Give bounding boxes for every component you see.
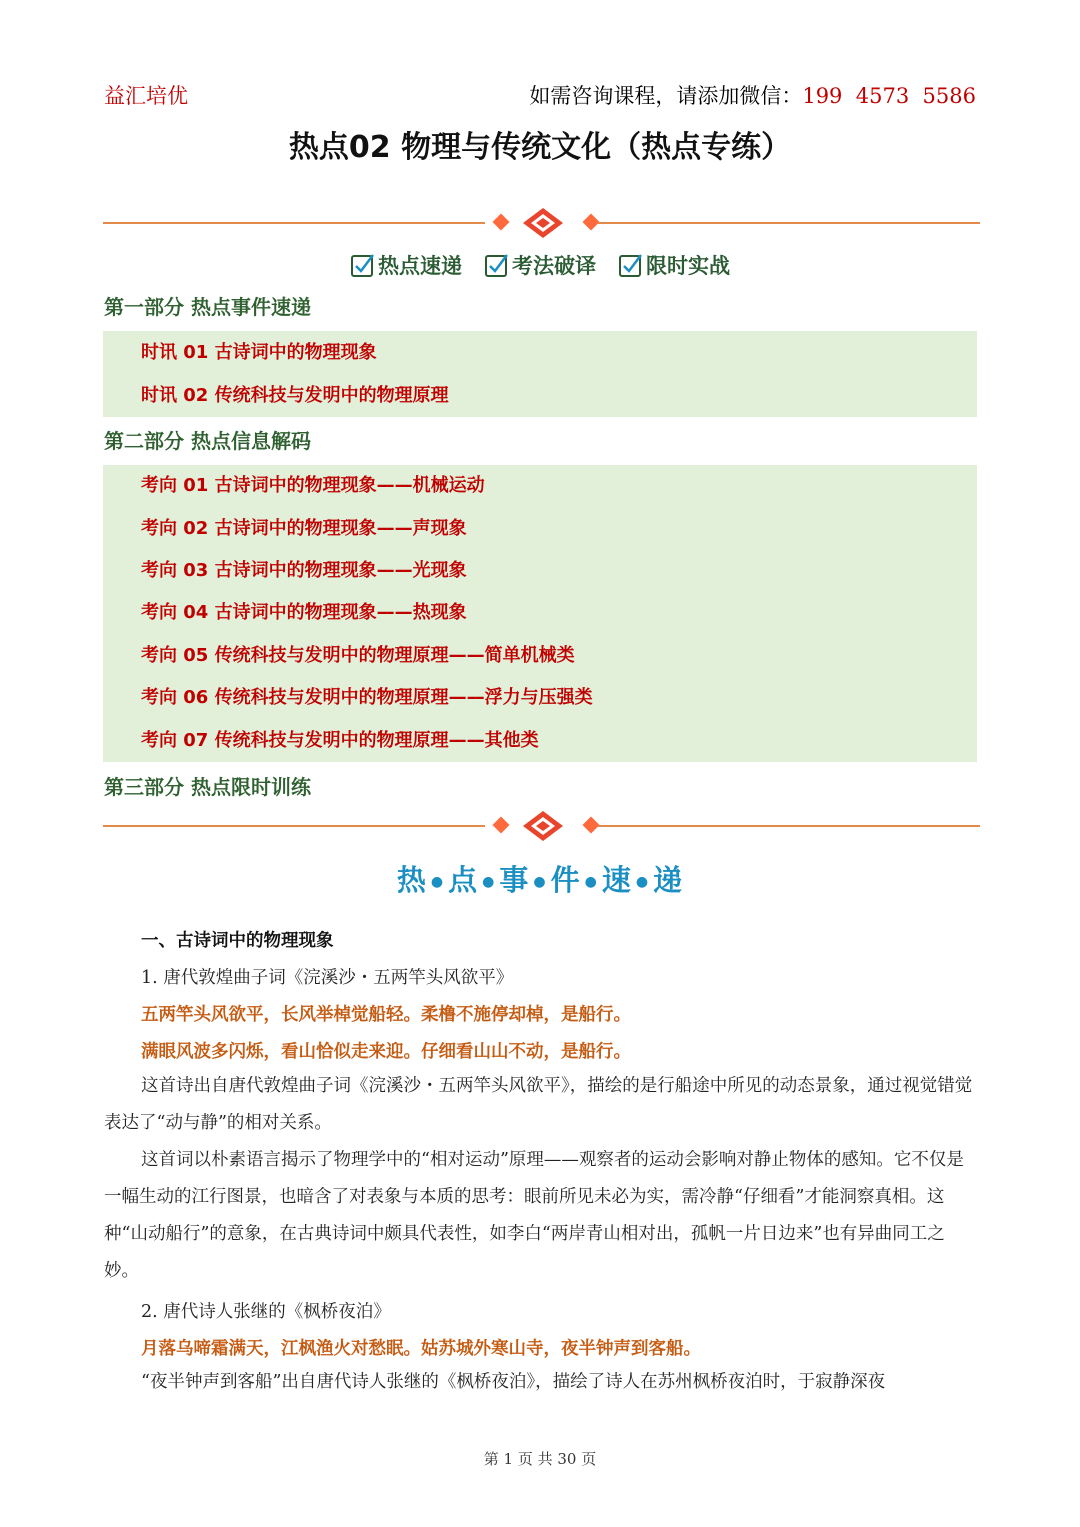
poem-line: 月落乌啼霜满天，江枫渔火对愁眠。姑苏城外寒山寺，夜半钟声到客船。	[141, 1339, 701, 1359]
ornament-divider-bottom	[103, 811, 980, 841]
toc-item: 考向 05 传统科技与发明中的物理原理——简单机械类	[141, 645, 575, 666]
part2-box	[103, 465, 977, 762]
badge-hot-delivery: 热点速递	[350, 250, 462, 280]
page-footer: 第 1 页 共 30 页	[483, 1450, 597, 1468]
paragraph: “夜半钟声到客船”出自唐代诗人张继的《枫桥夜泊》，描绘了诗人在苏州枫桥夜泊时，于寂静深夜	[141, 1372, 886, 1392]
toc-item: 时讯 02 传统科技与发明中的物理原理	[141, 385, 449, 406]
toc-item: 考向 01 古诗词中的物理现象——机械运动	[141, 475, 485, 496]
badge-method-decode: 考法破译	[484, 250, 596, 280]
diamond-ornament-icon	[523, 208, 563, 238]
section-heading: 一、古诗词中的物理现象	[141, 931, 334, 951]
part1-heading: 第一部分 热点事件速递	[104, 295, 311, 319]
toc-item: 考向 02 古诗词中的物理现象——声现象	[141, 518, 467, 539]
contact-number: 199 4573 5586	[802, 84, 976, 108]
diamond-ornament-icon	[523, 811, 563, 841]
badge-row	[0, 250, 1080, 280]
poem-line: 五两竿头风欲平，长风举棹觉船轻。柔橹不施停却棹，是船行。	[141, 1005, 631, 1025]
item-title: 1. 唐代敦煌曲子词《浣溪沙・五两竿头风欲平》	[141, 968, 514, 988]
part3-heading: 第三部分 热点限时训练	[104, 775, 311, 799]
hot-events-title: 热 ● 点 ● 事 ● 件 ● 速 ● 递	[396, 863, 684, 897]
contact-label: 如需咨询课程，请添加微信：	[529, 84, 803, 108]
brand-name: 益汇培优	[104, 84, 188, 108]
checkbox-icon	[484, 252, 510, 278]
poem-line: 满眼风波多闪烁，看山恰似走来迎。仔细看山山不动，是船行。	[141, 1042, 631, 1062]
toc-item: 考向 07 传统科技与发明中的物理原理——其他类	[141, 730, 539, 751]
toc-item: 考向 03 古诗词中的物理现象——光现象	[141, 560, 467, 581]
document-title: 热点02 物理与传统文化（热点专练）	[288, 130, 792, 165]
toc-item: 考向 06 传统科技与发明中的物理原理——浮力与压强类	[141, 687, 593, 708]
checkbox-icon	[618, 252, 644, 278]
toc-item: 考向 04 古诗词中的物理现象——热现象	[141, 602, 467, 623]
checkbox-icon	[350, 252, 376, 278]
paragraph: 这首词以朴素语言揭示了物理学中的“相对运动”原理——观察者的运动会影响对静止物体的感知。它不仅是一幅生动的江行图景，也暗含了对表象与本质的思考：眼前所见未必为实，需冷静“仔细看”才能洞察真相。这种“山动船行”的意象，在古典诗词中颇具代表性，如李白“两岸青山相对出，孤帆一片日边来”也有异曲同工之妙。	[104, 1150, 964, 1281]
paragraph: 这首诗出自唐代敦煌曲子词《浣溪沙・五两竿头风欲平》，描绘的是行船途中所见的动态景象，通过视觉错觉表达了“动与静”的相对关系。	[104, 1076, 973, 1133]
part1-box	[103, 331, 977, 417]
contact-info	[529, 80, 976, 110]
toc-item: 时讯 01 古诗词中的物理现象	[141, 342, 377, 363]
part2-heading: 第二部分 热点信息解码	[104, 429, 311, 453]
item-title: 2. 唐代诗人张继的《枫桥夜泊》	[141, 1302, 391, 1322]
badge-timed-practice: 限时实战	[618, 250, 730, 280]
ornament-divider-top	[103, 208, 980, 238]
